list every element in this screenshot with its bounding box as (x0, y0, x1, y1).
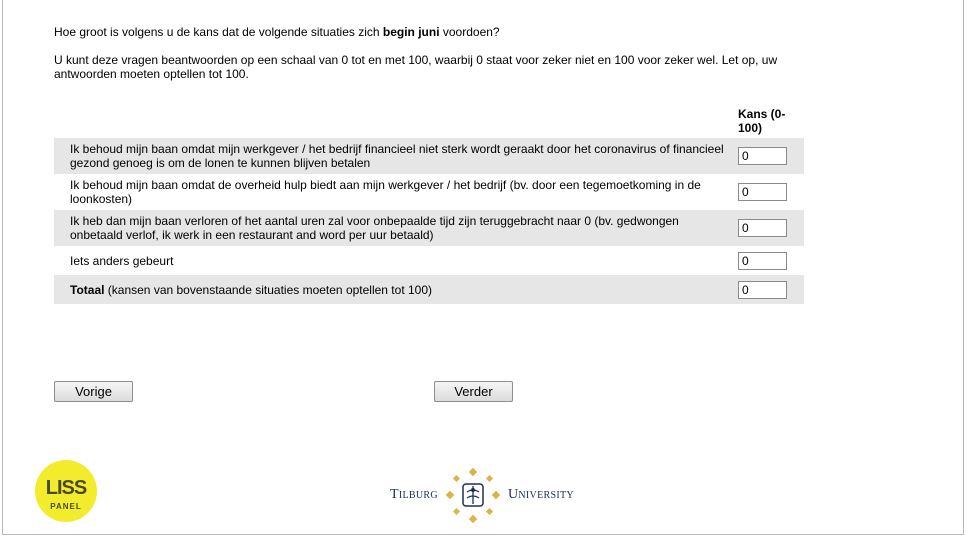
column-header-kans: Kans (0-100) (738, 107, 786, 135)
row-input-cell (738, 174, 804, 210)
chance-input-3[interactable] (738, 219, 787, 237)
tilburg-university-logo (388, 468, 588, 523)
instructions-text: U kunt deze vragen beantwoorden op een schaal van 0 tot en met 100, waarbij 0 staat voor zeker niet en 100 voor zeker wel. Let op, uw antwoorden moeten optellen tot 100. (54, 53, 778, 81)
row-label: Iets anders gebeurt (70, 253, 174, 268)
row-input-cell (738, 210, 804, 246)
total-label-rest: (kansen van bovenstaande situaties moeten optellen tot 100) (104, 282, 433, 297)
table-row (54, 174, 804, 210)
table-row (54, 210, 804, 246)
chance-input-1[interactable] (738, 147, 787, 165)
chance-input-2[interactable] (738, 183, 787, 201)
liss-logo-text: LISS (45, 477, 87, 499)
total-label-bold: Totaal (70, 282, 105, 297)
row-label: Ik behoud mijn baan omdat de overheid hulp biedt aan mijn werkgever / het bedrijf (bv. door een tegemoetkoming in de loonkosten) (70, 178, 701, 206)
total-input-cell (738, 275, 804, 304)
question-emphasis: begin juni (382, 25, 440, 39)
question-text: Hoe groot is volgens u de kans dat de volgende situaties zich begin juni voordoen? (54, 25, 500, 39)
table-header-spacer (54, 107, 738, 138)
tilburg-logo-left-word: Tilburg (390, 487, 438, 502)
row-label: Ik heb dan mijn baan verloren of het aantal uren zal voor onbepaalde tijd zijn teruggebracht naar 0 (bv. gedwongen onbetaald verlof, ik werk in een restaurant and word per uur betaald) (54, 210, 738, 246)
probability-table (54, 107, 804, 304)
row-label: Ik behoud mijn baan omdat mijn werkgever / het bedrijf financieel niet sterk wordt geraakt door het coronavirus of financieel gezond genoeg is om de lonen te kunnen blijven betalen (54, 138, 738, 174)
tilburg-emblem-icon (446, 468, 500, 523)
liss-logo-subtext: PANEL (50, 502, 82, 511)
next-button[interactable]: Verder (434, 381, 513, 402)
table-row-total (54, 275, 804, 304)
total-label (54, 275, 738, 304)
total-input[interactable] (738, 281, 787, 299)
previous-button[interactable]: Vorige (54, 381, 133, 402)
row-input-cell (738, 138, 804, 174)
row-input-cell (738, 246, 804, 275)
table-row (54, 138, 804, 174)
chance-input-4[interactable] (738, 252, 787, 270)
liss-panel-logo (33, 458, 99, 524)
tilburg-logo-right-word: University (508, 487, 574, 502)
table-row (54, 246, 804, 275)
